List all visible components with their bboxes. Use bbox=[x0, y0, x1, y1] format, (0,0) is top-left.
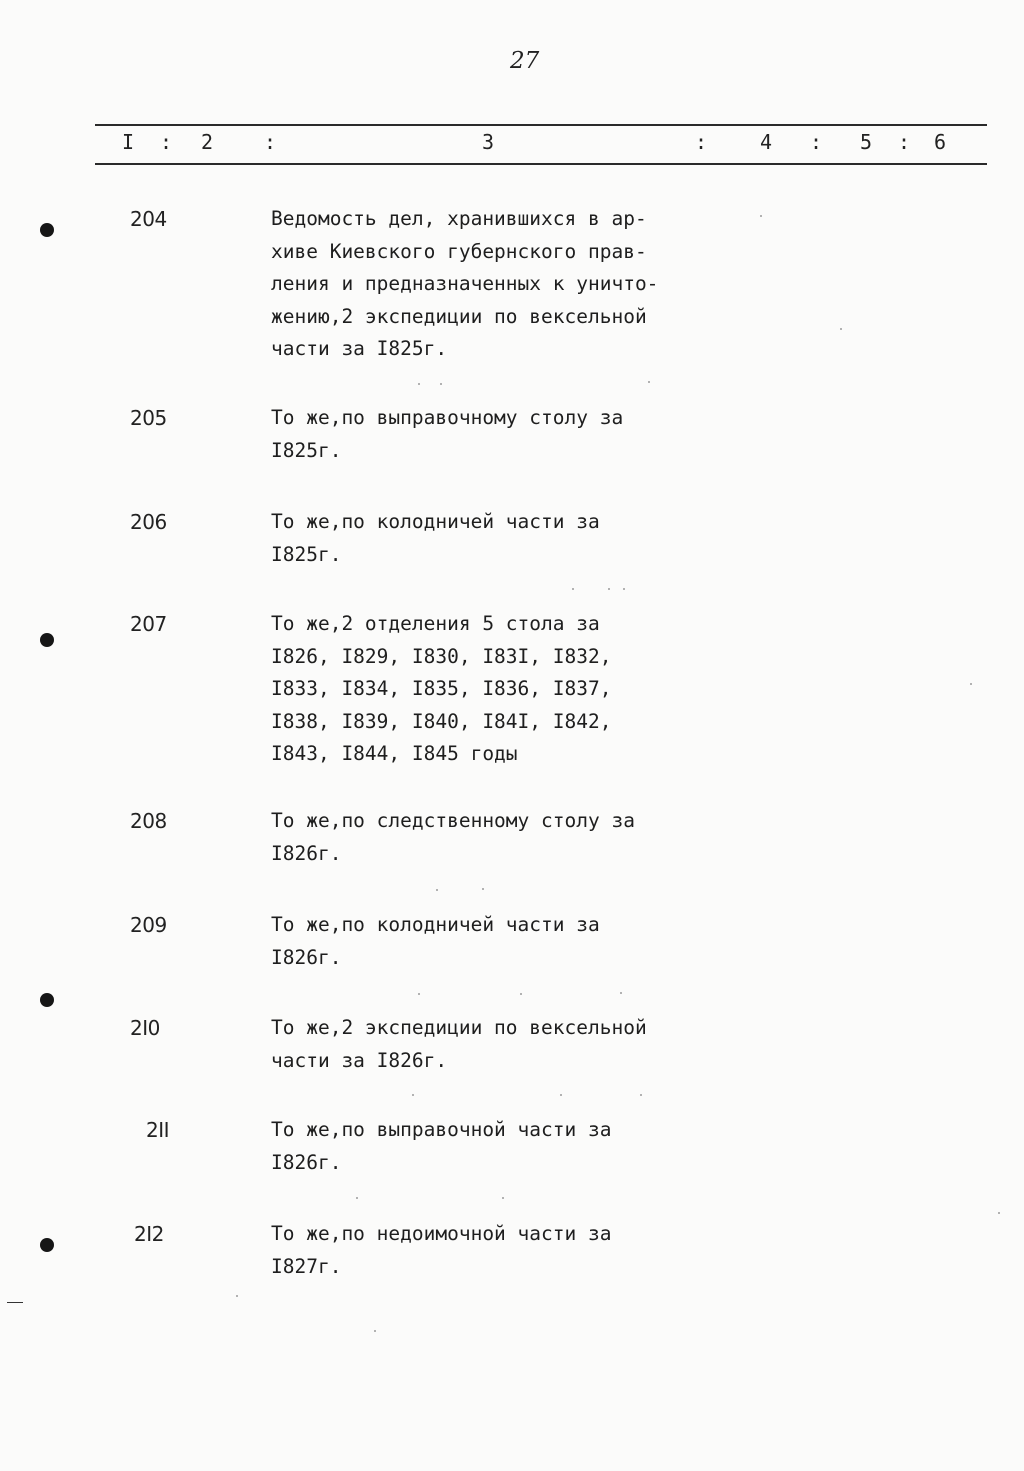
header-separator: : bbox=[264, 130, 277, 154]
entry-text: То же,по колодничей части за I825г. bbox=[271, 510, 600, 566]
paper-speck bbox=[970, 683, 972, 685]
paper-speck bbox=[840, 328, 842, 330]
header-col-5: 5 bbox=[860, 130, 873, 154]
paper-speck bbox=[412, 1094, 414, 1096]
header-separator: : bbox=[810, 130, 823, 154]
paper-speck bbox=[482, 888, 484, 890]
table-header-top-rule bbox=[95, 124, 987, 126]
entry-number: 205 bbox=[130, 406, 167, 430]
paper-speck bbox=[356, 1197, 358, 1199]
margin-mark bbox=[7, 1302, 23, 1303]
header-col-3: 3 bbox=[482, 130, 495, 154]
entry-text: То же,по колодничей части за I826г. bbox=[271, 913, 600, 969]
header-separator: : bbox=[695, 130, 708, 154]
entry-text: То же,2 экспедиции по вексельной части за I826г. bbox=[271, 1016, 647, 1072]
paper-speck bbox=[560, 1094, 562, 1096]
header-col-4: 4 bbox=[760, 130, 773, 154]
paper-speck bbox=[760, 215, 762, 217]
binding-hole bbox=[40, 223, 54, 237]
header-col-2: 2 bbox=[201, 130, 214, 154]
entry-number: 2I2 bbox=[134, 1222, 164, 1246]
paper-speck bbox=[418, 993, 420, 995]
paper-speck bbox=[640, 1094, 642, 1096]
entry-text: То же,по следственному столу за I826г. bbox=[271, 809, 635, 865]
page-number: 27 bbox=[510, 48, 540, 74]
entry-number: 209 bbox=[130, 913, 167, 937]
entry-number: 2II bbox=[146, 1118, 170, 1142]
binding-hole bbox=[40, 993, 54, 1007]
paper-speck bbox=[620, 992, 622, 994]
paper-speck bbox=[572, 588, 574, 590]
paper-speck bbox=[502, 1197, 504, 1199]
entry-number: 208 bbox=[130, 809, 167, 833]
header-separator: : bbox=[160, 130, 173, 154]
entry-number: 207 bbox=[130, 612, 167, 636]
entry-text: Ведомость дел, хранившихся в ар- хиве Киевского губернского прав- ления и предназначенных к уничто- жению,2 экспедиции по вексельной части за I825г. bbox=[271, 207, 659, 360]
paper-speck bbox=[648, 381, 650, 383]
paper-speck bbox=[998, 1212, 1000, 1214]
paper-speck bbox=[374, 1330, 376, 1332]
entry-text: То же,по выправочной части за I826г. bbox=[271, 1118, 612, 1174]
entry-text: То же,по выправочному столу за I825г. bbox=[271, 406, 624, 462]
entry-number: 2I0 bbox=[130, 1016, 160, 1040]
paper-speck bbox=[236, 1295, 238, 1297]
paper-speck bbox=[520, 993, 522, 995]
paper-speck bbox=[440, 383, 442, 385]
paper-speck bbox=[623, 588, 625, 590]
paper-speck bbox=[418, 383, 420, 385]
entry-number: 204 bbox=[130, 207, 167, 231]
header-separator: : bbox=[898, 130, 911, 154]
entry-text: То же,по недоимочной части за I827г. bbox=[271, 1222, 612, 1278]
table-header-bottom-rule bbox=[95, 163, 987, 165]
binding-hole bbox=[40, 633, 54, 647]
entry-text: То же,2 отделения 5 стола за I826, I829, I830, I83I, I832, I833, I834, I835, I836, I837, I838, I839, I840, I84I, I842, I843, I844, I845 годы bbox=[271, 612, 612, 765]
entry-number: 206 bbox=[130, 510, 167, 534]
header-col-6: 6 bbox=[934, 130, 947, 154]
paper-speck bbox=[608, 588, 610, 590]
paper-speck bbox=[436, 889, 438, 891]
binding-hole bbox=[40, 1238, 54, 1252]
header-col-1: I bbox=[122, 130, 135, 154]
